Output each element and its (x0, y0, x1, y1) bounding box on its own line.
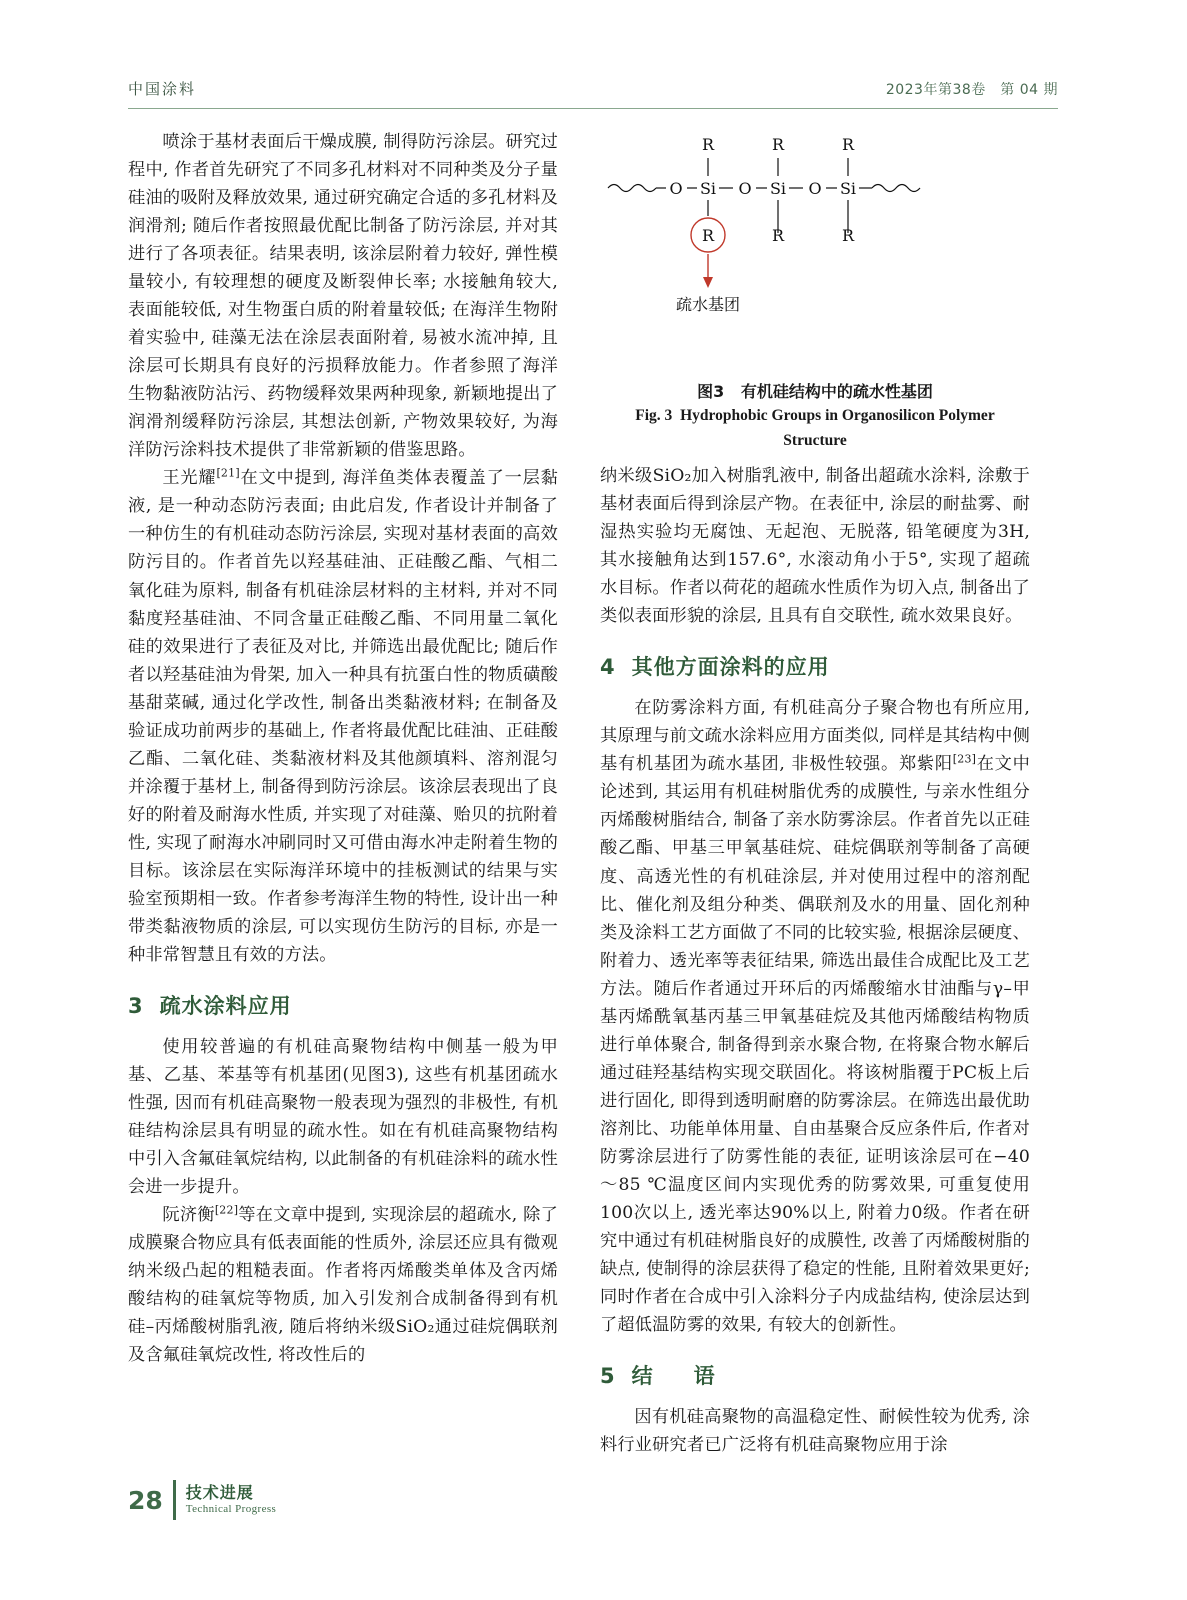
figure-3-title-cn: 有机硅结构中的疏水性基团 (740, 382, 933, 401)
page-footer (128, 1480, 276, 1520)
figure-3-caption-en-line2: Structure (783, 431, 847, 449)
figure-3-number-cn: 图3 (697, 382, 725, 401)
reference-22: [22] (214, 1203, 239, 1217)
paragraph-ruan-body: 等在文章中提到, 实现涂层的超疏水, 除了成膜聚合物应具有低表面能的性质外, 涂层还应具有微观纳米级凸起的粗糙表面。作者将丙烯酸类单体及含丙烯酸结构的硅氧烷等物质, 加入引发剂合成制备得到有机硅–丙烯酸树脂乳液, 随后将纳米级SiO₂通过硅烷偶联剂及含氟硅氧烷改性, 将改性后的 (128, 1205, 558, 1366)
atom-o-3: O (808, 179, 822, 198)
section-5-paragraph: 因有机硅高聚物的高温稳定性、耐候性较为优秀, 涂料行业研究者已广泛将有机硅高聚物应用于涂 (600, 1407, 1030, 1456)
footer-page-number: 28 (128, 1485, 163, 1515)
section-4-text-a: 在防雾涂料方面, 有机硅高分子聚合物也有所应用, 其原理与前文疏水涂料应用方面类似, 同样是其结构中侧基有机基团为疏水基团, 非极性较强。郑紫阳 (600, 698, 1030, 775)
reference-23: [23] (952, 752, 977, 766)
section-4-number: 4 (600, 655, 616, 680)
figure-3-title-en: Hydrophobic Groups in Organosilicon Polymer (680, 407, 995, 425)
section-heading-5 (600, 1359, 1030, 1393)
atom-si-2: Si (769, 179, 787, 198)
section-heading-3 (128, 989, 558, 1023)
label-r-top-1: R (701, 135, 715, 154)
atom-si-3: Si (839, 179, 857, 198)
journal-name: 中国涂料 (128, 80, 197, 98)
label-r-bottom-2: R (771, 226, 785, 245)
figure-3-canvas (600, 128, 1030, 378)
paragraph-wang-body: 在文中提到, 海洋鱼类体表覆盖了一层黏液, 是一种动态防污表面; 由此启发, 作者设计并制备了一种仿生的有机硅动态防污涂层, 实现对基材表面的高效防污目的。作者首先以羟基硅油、正硅酸乙酯、气相二氧化硅为原料, 制备有机硅涂层材料的主材料, 并对不同黏度羟基硅油、不同含量正硅酸乙酯、不同用量二氧化硅的效果进行了表征及对比, 并筛选出最优配比; 随后作者以羟基硅油为骨架, 加入一种具有抗蛋白性的物质磺酸基甜菜碱, 通过化学改性, 制备出类黏液材料; 在制备及验证成功前两步的基础上, 作者将最优配比硅油、正硅酸乙酯、二氧化硅、类黏液材料及其他颜填料、溶剂混匀并涂覆于基材上, 制备得到防污涂层。该涂层表现出了良好的附着及耐海水性质, 并实现了对硅藻、贻贝的抗附着性, 实现了耐海水冲刷同时又可借由海水冲走附着生物的目标。该涂层在实际海洋环境中的挂板测试的结果与实验室预期相一致。作者参考海洋生物的特性, 设计出一种带类黏液物质的涂层, 可以实现仿生防污的目标, 亦是一种非常智慧且有效的方法。 (128, 468, 558, 965)
left-column (128, 128, 558, 1369)
section-3-paragraph-1: 使用较普遍的有机硅高聚物结构中侧基一般为甲基、乙基、苯基等有机基团(见图3), 这些有机基团疏水性强, 因而有机硅高聚物一般表现为强烈的非极性, 有机硅结构涂层具有明显的疏水性。如在有机硅高聚物结构中引入含氟硅氧烷结构, 以此制备的有机硅涂料的疏水性会进一步提升。 (128, 1036, 558, 1198)
paragraph-wang (128, 464, 558, 969)
page-header (128, 78, 1058, 99)
footer-section-label (186, 1484, 276, 1516)
atom-si-1: Si (699, 179, 717, 198)
author-name-ruan: 阮济衡 (162, 1205, 215, 1226)
section-5-title: 结 语 (631, 1364, 725, 1389)
atom-o-2: O (738, 179, 752, 198)
footer-label-cn: 技术进展 (185, 1483, 254, 1503)
paragraph-continued-right: 纳米级SiO₂加入树脂乳液中, 制备出超疏水涂料, 涂敷于基材表面后得到涂层产物。在表征中, 涂层的耐盐雾、耐湿热实验均无腐蚀、无起泡、无脱落, 铅笔硬度为3H, 其水接触角达到157.6°, 水滚动角小于5°, 实现了超疏水目标。作者以荷花的超疏水性质作为切入点, 制备出了类似表面形貌的涂层, 且具有自交联性, 疏水效果良好。 (600, 466, 1030, 627)
right-column (600, 128, 1030, 1459)
footer-label-en: Technical Progress (185, 1502, 277, 1515)
figure-3-caption-cn (600, 380, 1030, 403)
figure-3-caption-en (600, 405, 1030, 427)
section-3-title: 疏水涂料应用 (159, 993, 292, 1018)
label-r-top-2: R (771, 135, 785, 154)
footer-divider-bar (173, 1480, 176, 1520)
section-5-number: 5 (600, 1364, 616, 1389)
paragraph-continued: 喷涂于基材表面后干燥成膜, 制得防污涂层。研究过程中, 作者首先研究了不同多孔材料对不同种类及分子量硅油的吸附及释放效果, 通过研究确定合适的多孔材料及润滑剂; 随后作者按照最优配比制备了防污涂层, 并对其进行了各项表征。结果表明, 该涂层附着力较好, 弹性模量较小, 有较理想的硬度及断裂伸长率; 水接触角较大, 表面能较低, 对生物蛋白质的附着量较低; 在海洋生物附着实验中, 硅藻无法在涂层表面附着, 易被水流冲掉, 且涂层可长期具有良好的污损释放能力。作者参照了海洋生物黏液防沾污、药物缓释效果两种现象, 新颖地提出了润滑剂缓释防污涂层, 其想法创新, 产物效果较好, 为海洋防污涂料技术提供了非常新颖的借鉴思路。 (128, 132, 558, 461)
section-heading-4 (600, 650, 1030, 684)
section-4-text-b: 在文中论述到, 其运用有机硅树脂优秀的成膜性, 与亲水性组分丙烯酸树脂结合, 制备了亲水防雾涂层。作者首先以正硅酸乙酯、甲基三甲氧基硅烷、硅烷偶联剂等制备了高硬度、高透光性的有机硅涂层, 并对使用过程中的溶剂配比、催化剂及组分种类、偶联剂及水的用量、固化剂种类及涂料工艺方面做了不同的比较实验, 根据涂层硬度、附着力、透光率等表征结果, 筛选出最佳合成配比及工艺方法。随后作者通过开环后的丙烯酸缩水甘油酯与γ–甲基丙烯酰氧基丙基三甲氧基硅烷及其他丙烯酸结构物质进行单体聚合, 制备得到亲水聚合物, 在将聚合物水解后通过硅羟基结构实现交联固化。将该树脂覆于PC板上后进行固化, 即得到透明耐磨的防雾涂层。在筛选出最优助溶剂比、功能单体用量、自由基聚合反应条件后, 作者对防雾涂层进行了防雾性能的表征, 证明该涂层可在−40～85 ℃温度区间内实现优秀的防雾效果, 可重复使用100次以上, 透光率达90%以上, 附着力0级。作者在研究中通过有机硅树脂良好的成膜性, 改善了丙烯酸树脂的缺点, 使制得的涂层获得了稳定的性能, 且附着效果更好; 同时作者在合成中引入涂料分子内成盐结构, 使涂层达到了超低温防雾的效果, 有较大的创新性。 (600, 754, 1030, 1336)
label-r-bottom-3: R (841, 226, 855, 245)
author-name-wang: 王光耀 (162, 468, 217, 489)
figure-3 (600, 128, 1030, 452)
header-divider (128, 108, 1058, 109)
organosilicon-structure-diagram (600, 128, 1030, 378)
atom-o-1: O (669, 179, 683, 198)
paragraph-ruan (128, 1201, 558, 1369)
section-3-number: 3 (128, 993, 144, 1018)
section-4-paragraph (600, 694, 1030, 1339)
annotation-hydrophobic-group: 疏水基团 (675, 295, 741, 314)
arrow-head (703, 277, 713, 288)
reference-21: [21] (216, 466, 240, 480)
section-4-title: 其他方面涂料的应用 (631, 655, 830, 680)
issue-info: 2023年第38卷 第 04 期 (885, 82, 1058, 98)
figure-3-number-en: Fig. 3 (635, 407, 673, 425)
label-r-circled: R (701, 226, 715, 245)
label-r-top-3: R (841, 135, 855, 154)
